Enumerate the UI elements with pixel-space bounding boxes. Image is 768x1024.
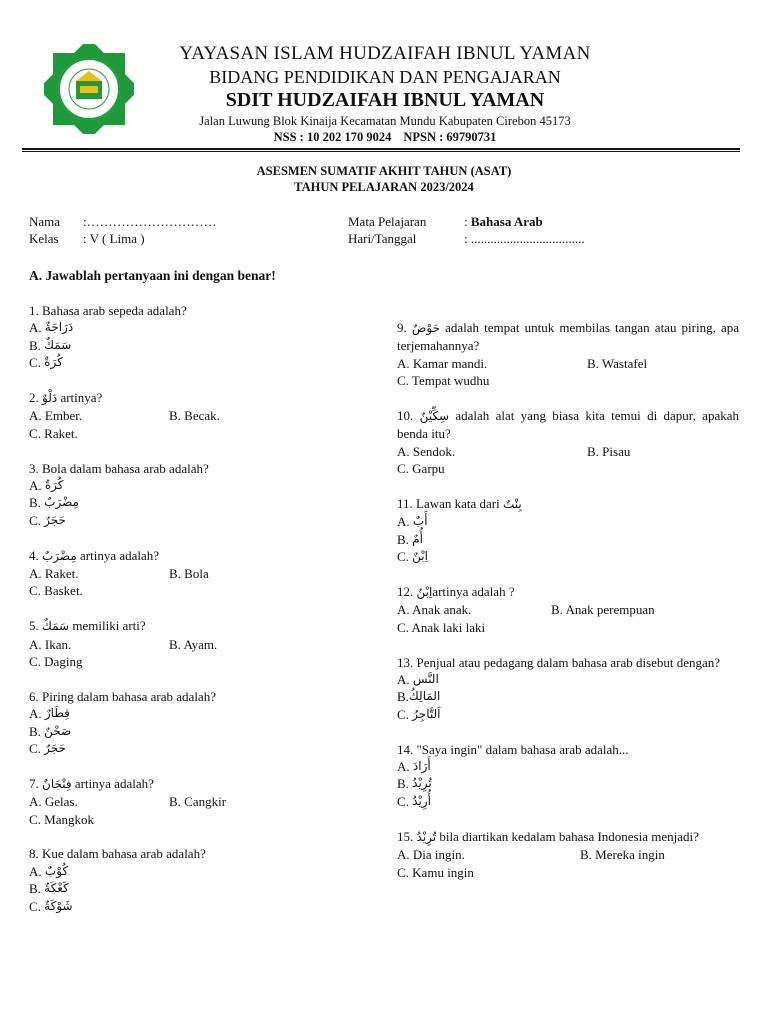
question-7: 7. فِنْجَانٌ artinya adalah?: [29, 775, 154, 791]
option: B. كَعْكَةٌ: [29, 881, 69, 897]
question-15: 15. تُرِيْدُ bila diartikan kedalam bahasa Indonesia menjadi?: [397, 828, 699, 844]
left-column: [29, 302, 359, 915]
question-4: 4. مِضْرَبٌ artinya adalah?: [29, 547, 160, 563]
option-row: A. Dia ingin. B. Mereka ingin: [397, 847, 665, 863]
option-row: A. Gelas. B. Cangkir: [29, 794, 227, 810]
right-column: [397, 319, 739, 881]
question-12: 12. اِبْنٌartinya adalah ?: [397, 584, 515, 600]
option-row: A. Anak anak. B. Anak perempuan: [397, 602, 655, 618]
header-divider: [22, 148, 740, 150]
option: C. اِبْنٌ: [397, 549, 428, 565]
nss: NSS : 10 202 170 9024: [273, 130, 392, 144]
question-6: 6. Piring dalam bahasa arab adalah?: [29, 688, 216, 704]
question-2: 2. دَلْوٌ artinya?: [29, 390, 103, 406]
school-logo: [44, 44, 134, 134]
question-11: 11. Lawan kata dari بِنْتٌ: [397, 496, 522, 512]
option: A. أَرَادَ: [397, 759, 431, 775]
option: B. أُمٌ: [397, 531, 423, 547]
option: C. Daging: [29, 654, 83, 670]
date-label: Hari/Tanggal: [348, 231, 417, 246]
option: C. Anak laki laki: [397, 619, 486, 635]
subject-label: Mata Pelajaran: [348, 214, 427, 229]
option: C. كُرَةٌ: [29, 355, 63, 371]
question-3: 3. Bola dalam bahasa arab adalah?: [29, 460, 209, 476]
school-address: Jalan Luwung Blok Kinaija Kecamatan Mundu Kabupaten Cirebon 45173: [199, 114, 571, 128]
class-row: [29, 231, 145, 247]
division-name: BIDANG PENDIDIKAN DAN PENGAJARAN: [209, 67, 561, 87]
question-10: 10. سِكِّيْنٌ adalah alat yang biasa kita temui di dapur, apakah benda itu?: [397, 408, 739, 442]
option: C. أُرِيْدُ: [397, 793, 431, 809]
option: C. شَوْكَةٌ: [29, 898, 73, 914]
option: C. حَجَرٌ: [29, 741, 66, 757]
option: B. مِضْرَبٌ: [29, 495, 79, 511]
option: A. النَّس: [397, 672, 439, 688]
option: C. Mangkok: [29, 811, 94, 827]
option: C. Basket.: [29, 583, 83, 599]
option: A. أَبٌ: [397, 514, 428, 530]
option: C. Garpu: [397, 461, 445, 477]
foundation-name: YAYASAN ISLAM HUDZAIFAH IBNUL YAMAN: [179, 43, 591, 64]
header-divider-thin: [22, 151, 740, 152]
school-ids: [150, 130, 620, 145]
question-8: 8. Kue dalam bahasa arab adalah?: [29, 846, 206, 862]
option-row: A. Ember. B. Becak.: [29, 408, 220, 424]
option-row: A. Kamar mandi. B. Wastafel: [397, 355, 648, 371]
exam-year: TAHUN PELAJARAN 2023/2024: [294, 180, 474, 194]
name-label: Nama: [29, 214, 61, 229]
exam-title: ASESMEN SUMATIF AKHIT TAHUN (ASAT): [256, 164, 512, 178]
option: C. Tempat wudhu: [397, 373, 490, 389]
date-value: : ...................................: [464, 231, 585, 246]
option: B. سَمَكٌ: [29, 337, 72, 353]
option-row: A. Raket. B. Bola: [29, 566, 209, 582]
subject-row: Mata Pelajaran : Bahasa Arab: [348, 214, 543, 229]
option: C. حَجَرٌ: [29, 512, 66, 528]
option: B. صَحْنٌ: [29, 723, 72, 739]
question-1: 1. Bahasa arab sepeda adalah?: [29, 303, 187, 318]
option-row: A. Sendok. B. Pisau: [397, 443, 631, 459]
question-14: 14. "Saya ingin" dalam bahasa arab adalah...: [397, 741, 629, 757]
student-name-row: [29, 214, 217, 230]
option: A. كُوْبٌ: [29, 863, 69, 879]
subject-value: Bahasa Arab: [470, 214, 543, 229]
option: C. Kamu ingin: [397, 864, 474, 880]
school-name: SDIT HUDZAIFAH IBNUL YAMAN: [225, 89, 545, 111]
option: C. اَلتَّاجِرُ: [397, 706, 441, 722]
section-instruction: A. Jawablah pertanyaan ini dengan benar!: [29, 268, 276, 283]
class-value: : V ( Lima ): [83, 231, 145, 246]
option: A. قِطَارٌ: [29, 706, 70, 722]
question-13: 13. Penjual atau pedagang dalam bahasa arab disebut dengan?: [397, 654, 721, 670]
option: C. Raket.: [29, 425, 78, 441]
option: B. تُرِيْدُ: [397, 776, 432, 792]
option: A. دَرَاجَةٌ: [29, 320, 74, 336]
option: A. كُرَةٌ: [29, 478, 64, 494]
name-value: :…………………………: [83, 214, 217, 229]
option: B. المَالِكُ: [397, 689, 441, 705]
class-label: Kelas: [29, 231, 59, 246]
date-row: [348, 231, 585, 247]
option-row: A. Ikan. B. Ayam.: [29, 636, 218, 652]
question-5: 5. سَمَكٌ memiliki arti?: [29, 618, 146, 634]
npsn: NPSN : 69790731: [403, 130, 497, 144]
question-9: 9. حَوْضٌ adalah tempat untuk membilas tangan atau piring, apa terjemahannya?: [397, 320, 740, 354]
